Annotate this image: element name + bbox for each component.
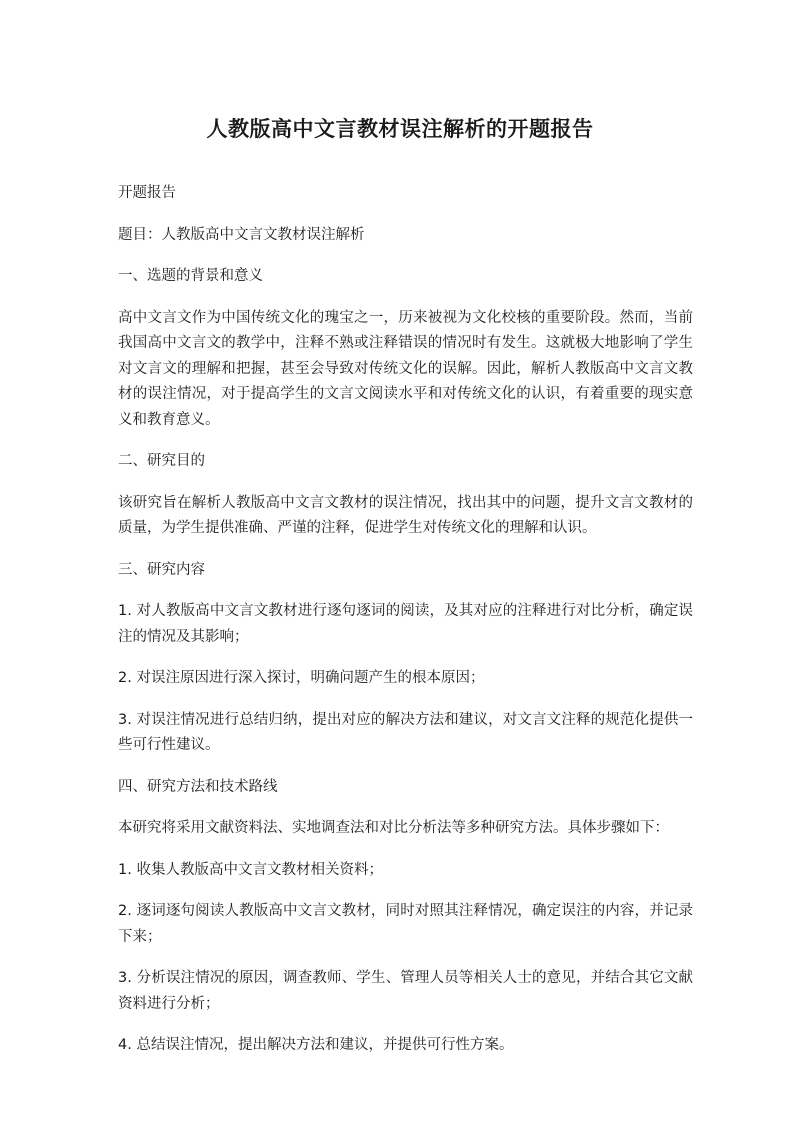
section-heading-background: 一、选题的背景和意义 (118, 268, 263, 284)
document-body (118, 181, 693, 1075)
method-step-2: 2. 逐词逐句阅读人教版高中文言文教材，同时对照其注释情况，确定误注的内容，并记录下来； (118, 903, 693, 945)
report-label: 开题报告 (118, 185, 176, 201)
content-item-2: 2. 对误注原因进行深入探讨，明确问题产生的根本原因； (118, 670, 485, 686)
method-step-4: 4. 总结误注情况，提出解决方法和建议，并提供可行性方案。 (118, 1037, 514, 1053)
document-title: 人教版高中文言教材误注解析的开题报告 (206, 117, 594, 141)
background-paragraph: 高中文言文作为中国传统文化的瑰宝之一，历来被视为文化校核的重要阶段。然而，当前我国高中文言文的教学中，注释不熟或注释错误的情况时有发生。这就极大地影响了学生对文言文的理解和把握，甚至会导致对传统文化的误解。因此，解析人教版高中文言文教材的误注情况，对于提高学生的文言文阅读水平和对传统文化的认识，有着重要的现实意义和教育意义。 (118, 309, 693, 428)
method-step-3: 3. 分析误注情况的原因，调查教师、学生、管理人员等相关人士的意见，并结合其它文献资料进行分析； (118, 970, 693, 1012)
method-step-1: 1. 收集人教版高中文言文教材相关资料； (118, 861, 383, 878)
content-item-1: 1. 对人教版高中文言文教材进行逐句逐词的阅读，及其对应的注释进行对比分析，确定误注的情况及其影响； (118, 603, 693, 645)
section-heading-purpose: 二、研究目的 (118, 453, 205, 469)
section-heading-methods: 四、研究方法和技术路线 (118, 778, 278, 795)
section-heading-content: 三、研究内容 (118, 561, 205, 578)
methods-intro: 本研究将采用文献资料法、实地调查法和对比分析法等多种研究方法。具体步骤如下： (118, 820, 669, 836)
purpose-paragraph: 该研究旨在解析人教版高中文言文教材的误注情况，找出其中的问题，提升文言文教材的质量，为学生提供准确、严谨的注释，促进学生对传统文化的理解和认识。 (118, 494, 693, 536)
content-item-3: 3. 对误注情况进行总结归纳，提出对应的解决方法和建议，对文言文注释的规范化提供一些可行性建议。 (118, 711, 693, 753)
topic-line: 题目：人教版高中文言文教材误注解析 (118, 226, 365, 243)
